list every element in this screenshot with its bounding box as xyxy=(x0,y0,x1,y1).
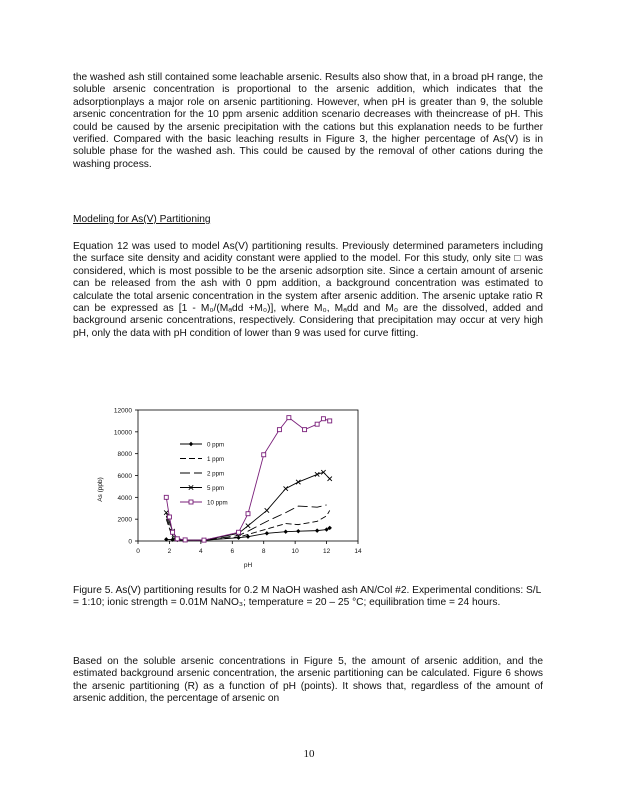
legend-label: 5 ppm xyxy=(207,484,225,492)
data-point xyxy=(287,416,291,420)
x-tick-label: 10 xyxy=(291,548,299,555)
data-point xyxy=(321,470,325,474)
plot-area xyxy=(138,410,358,541)
data-point xyxy=(315,422,319,426)
data-point xyxy=(189,442,193,446)
data-point xyxy=(296,480,300,484)
y-tick-label: 10000 xyxy=(113,429,132,437)
figure-5-chart xyxy=(80,402,380,580)
y-tick-label: 8000 xyxy=(117,451,132,459)
data-point xyxy=(189,500,193,504)
x-tick-label: 6 xyxy=(230,548,235,555)
y-tick-label: 12000 xyxy=(113,407,132,415)
data-point xyxy=(328,477,332,481)
data-point xyxy=(284,530,288,534)
data-point xyxy=(175,537,179,541)
page-number: 10 xyxy=(303,748,315,760)
data-point xyxy=(237,530,241,534)
y-axis-label: As (ppb) xyxy=(97,477,104,502)
x-tick-label: 0 xyxy=(136,548,140,555)
data-point xyxy=(303,428,307,432)
data-point xyxy=(321,417,325,421)
legend-label: 2 ppm xyxy=(207,470,225,478)
data-point xyxy=(246,512,250,516)
y-tick-label: 0 xyxy=(128,538,132,546)
data-point xyxy=(262,453,266,457)
data-point xyxy=(202,538,206,542)
paragraph-1: the washed ash still contained some leachable arsenic. Results also show that, in a broad pH range, the soluble arsenic concentration is proportional to the arsenic addition, which indicates that the adsorptionplays a major role on arsenic partitioning. However, when pH is greater than 9, the soluble arsenic concentration for the 10 ppm arsenic addition scenario decreases with theincrease of pH. This could be caused by the arsenic precipitation with the cations but this explanation needs to be further verified. Compared with the basic leaching results in Figure 3, the higher percentage of As(V) is in soluble phase for the washed ash. This could be caused by the removal of other cations during the washing process. xyxy=(73,72,543,170)
data-point xyxy=(265,508,269,512)
y-tick-label: 4000 xyxy=(117,494,132,502)
paragraph-2: Equation 12 was used to model As(V) partitioning results. Previously determined parameters including the surface site density and acidity constant were applied to the model. For this study, only site □ was considered, which is most possible to be the arsenic adsorption site. Since a certain amount of arsenic can be released from the ash with 0 ppm addition, a background concentration was estimated to calculate the total arsenic concentration in the system after arsenic addition. The arsenic uptake ratio R can be expressed as [1 - M₀/(Mₐdd +M₀)], where M₀, Mₐdd and M₀ are the dissolved, added and background arsenic concentrations, respectively. Considering that precipitation may occur at very high pH, only the data with pH condition of lower than 9 was used for curve fitting. xyxy=(73,241,543,339)
data-point xyxy=(277,428,281,432)
legend-label: 0 ppm xyxy=(207,441,225,449)
data-point xyxy=(284,486,288,490)
x-axis-label: pH xyxy=(243,562,253,569)
legend-label: 10 ppm xyxy=(207,499,228,507)
x-tick-label: 8 xyxy=(261,548,266,555)
section-heading: Modeling for As(V) Partitioning xyxy=(73,214,211,225)
data-point xyxy=(167,515,171,519)
data-point xyxy=(246,524,250,528)
data-point xyxy=(171,530,175,534)
paragraph-3: Based on the soluble arsenic concentrations in Figure 5, the amount of arsenic addition, and the estimated background arsenic concentration, the arsenic partitioning can be calculated. Figure 6 shows the arsenic partitioning (R) as a function of pH (points). It shows that, regardless of the amount of arsenic addition, the percentage of arsenic on xyxy=(73,656,543,705)
data-point xyxy=(328,419,332,423)
data-point xyxy=(315,528,319,532)
data-point xyxy=(315,472,319,476)
x-tick-label: 12 xyxy=(322,548,331,555)
data-point xyxy=(296,529,300,533)
data-point xyxy=(164,495,168,499)
data-point xyxy=(183,538,187,542)
x-tick-label: 14 xyxy=(354,548,362,555)
figure-caption: Figure 5. As(V) partitioning results for 0.2 M NaOH washed ash AN/Col #2. Experimental conditions: S/L = 1:10; ionic strength = 0.01M NaNO₃; temperature = 20 – 25 °C; equilibration time = 24 hours. xyxy=(73,585,541,609)
data-point xyxy=(164,510,168,514)
x-tick-label: 4 xyxy=(199,548,203,555)
y-tick-label: 6000 xyxy=(117,473,132,480)
x-tick-label: 2 xyxy=(167,548,172,555)
data-point xyxy=(265,531,269,535)
legend-label: 1 ppm xyxy=(207,455,225,463)
y-tick-label: 2000 xyxy=(117,516,132,524)
